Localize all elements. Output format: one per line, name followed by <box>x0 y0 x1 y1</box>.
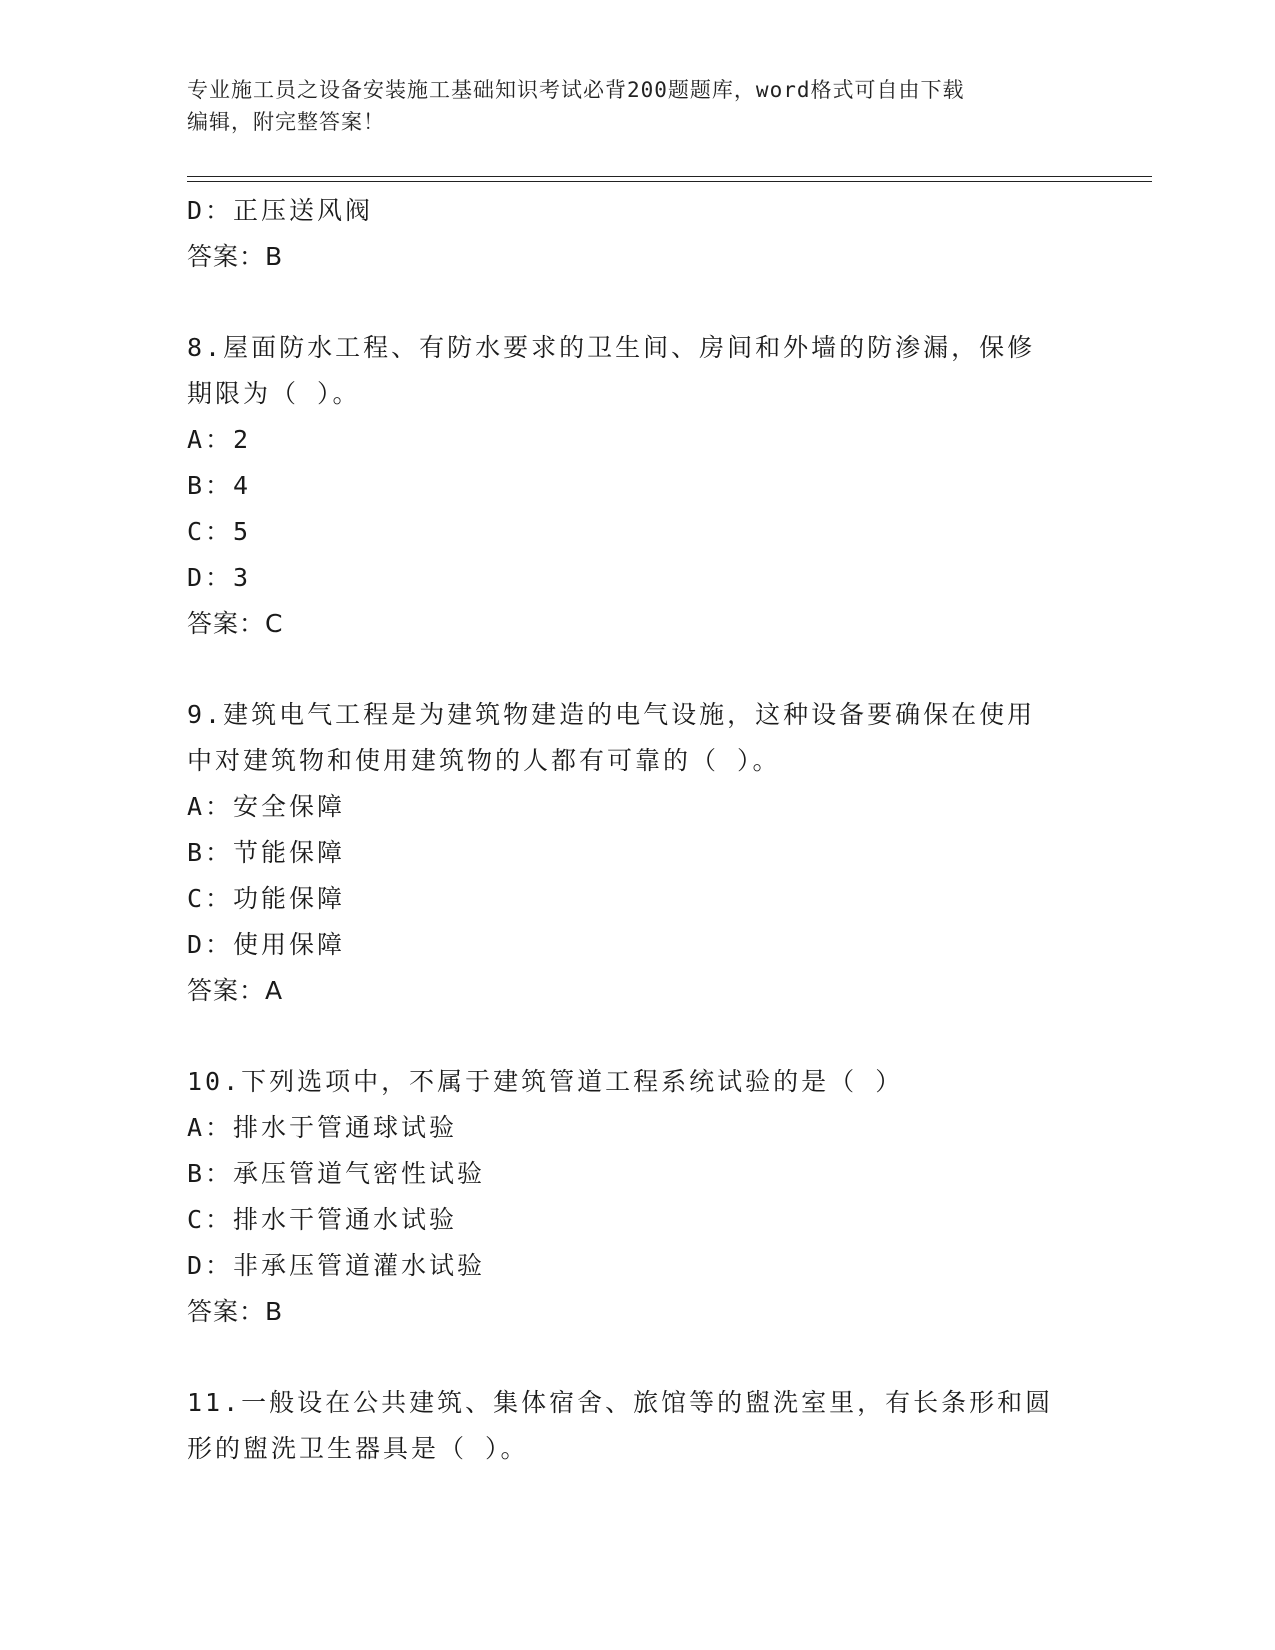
option-c: C：5 <box>187 517 252 546</box>
question-10 <box>187 1059 1087 1335</box>
option-c: C：功能保障 <box>187 884 346 913</box>
option-d: D：非承压管道灌水试验 <box>187 1251 486 1280</box>
question-stem: 10.下列选项中，不属于建筑管道工程系统试验的是（ ） <box>187 1067 904 1096</box>
header-divider-top <box>187 176 1152 177</box>
header-divider-bottom <box>187 181 1152 182</box>
answer-line: 答案：A <box>187 976 284 1005</box>
option-d: D：正压送风阀 <box>187 196 374 225</box>
option-b: B：4 <box>187 471 252 500</box>
answer-line: 答案：B <box>187 1297 284 1326</box>
document-body <box>187 188 1087 1472</box>
option-b: B：承压管道气密性试验 <box>187 1159 486 1188</box>
option-a: A：2 <box>187 425 252 454</box>
option-d: D：使用保障 <box>187 930 346 959</box>
question-11 <box>187 1380 1087 1472</box>
header-line-1: 专业施工员之设备安装施工基础知识考试必背200题题库，word格式可自由下载 <box>187 78 965 102</box>
question-stem: 9.建筑电气工程是为建筑物建造的电气设施，这种设备要确保在使用 <box>187 700 1036 729</box>
option-a: A：排水于管通球试验 <box>187 1113 458 1142</box>
question-stem: 8.屋面防水工程、有防水要求的卫生间、房间和外墙的防渗漏，保修 <box>187 333 1036 362</box>
option-d: D：3 <box>187 563 252 592</box>
question-7-tail <box>187 188 1087 280</box>
option-b: B：节能保障 <box>187 838 346 867</box>
header-line-2: 编辑，附完整答案！ <box>187 110 385 134</box>
document-header <box>187 74 1067 138</box>
question-stem-continued: 期限为（ ）。 <box>187 379 361 408</box>
question-stem-continued: 中对建筑物和使用建筑物的人都有可靠的（ ）。 <box>187 746 781 775</box>
question-stem-continued: 形的盥洗卫生器具是（ ）。 <box>187 1434 529 1463</box>
answer-line: 答案：B <box>187 242 284 271</box>
question-stem: 11.一般设在公共建筑、集体宿舍、旅馆等的盥洗室里，有长条形和圆 <box>187 1388 1054 1417</box>
question-9 <box>187 692 1087 1014</box>
option-a: A：安全保障 <box>187 792 346 821</box>
option-c: C：排水干管通水试验 <box>187 1205 458 1234</box>
answer-line: 答案：C <box>187 609 284 638</box>
question-8 <box>187 325 1087 647</box>
